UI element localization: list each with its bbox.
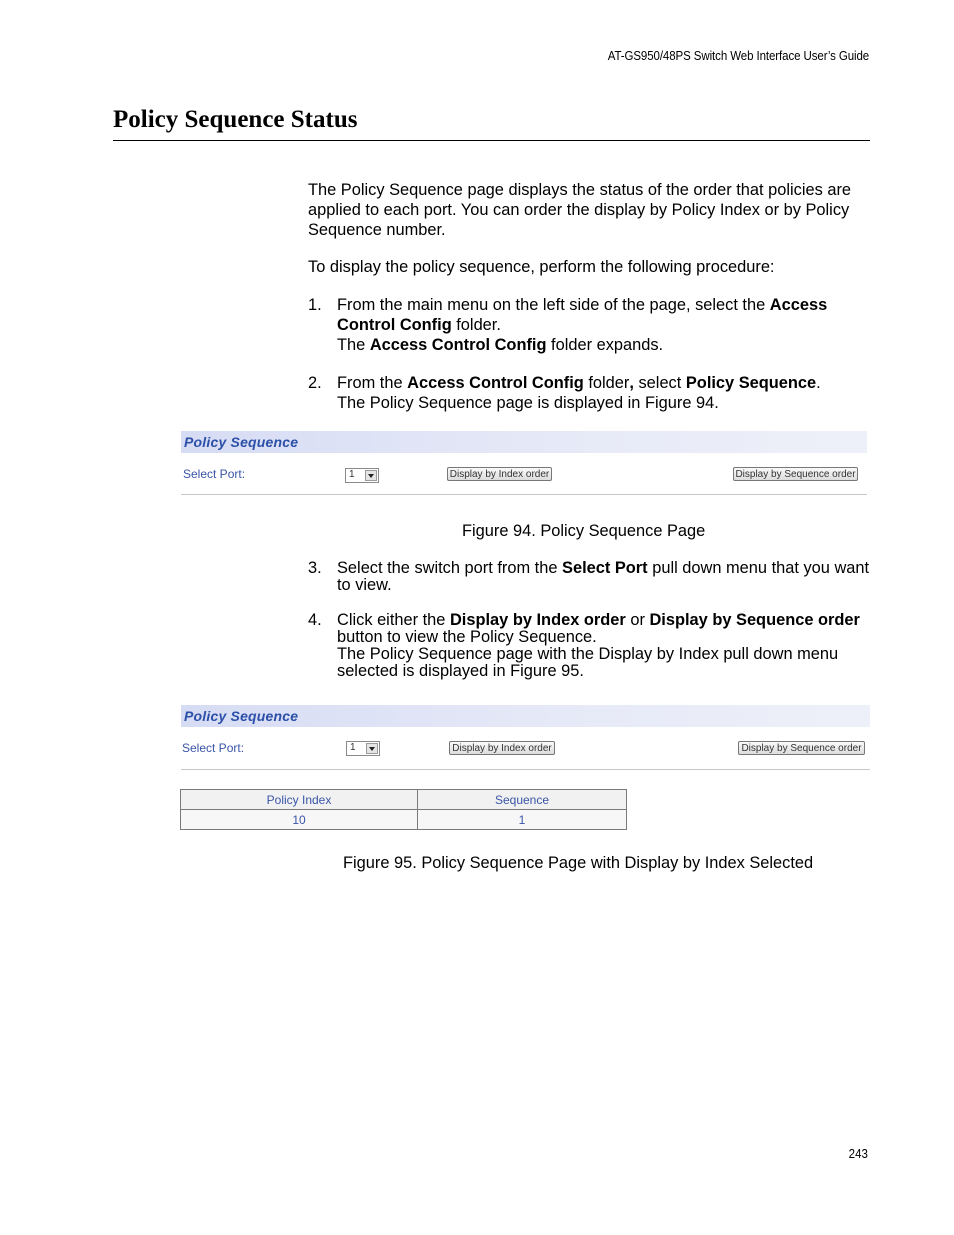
select-port-label: Select Port: xyxy=(182,741,245,755)
step-text: folder expands. xyxy=(546,336,664,354)
step-text: pull down menu that you want to view. xyxy=(337,559,870,594)
title-rule xyxy=(113,140,870,141)
figure-94-screenshot xyxy=(181,431,867,495)
select-port-dropdown[interactable] xyxy=(346,741,380,756)
step-text: From the xyxy=(337,374,408,392)
step-bold-text: Access Control Config xyxy=(337,296,828,334)
step-text: The Policy Sequence page with the Display by Index pull down menu selected is displayed in Figure 95. xyxy=(337,645,839,680)
step-number: 1. xyxy=(308,296,322,314)
chevron-down-icon[interactable] xyxy=(366,743,378,754)
step-text: select xyxy=(633,374,686,392)
step-1 xyxy=(308,295,873,355)
step-bold-text: Access Control Config xyxy=(407,374,584,392)
step-text: Select the switch port from the xyxy=(337,559,563,577)
select-port-dropdown[interactable] xyxy=(345,468,379,483)
step-bold-text: Policy Sequence xyxy=(685,374,817,392)
select-port-value: 1 xyxy=(350,742,356,753)
column-header-sequence: Sequence xyxy=(418,790,627,810)
figure-title-bar xyxy=(181,705,870,727)
page-number: 243 xyxy=(848,1147,868,1161)
step-bold-text: Display by Sequence order xyxy=(649,611,860,629)
running-header: AT-GS950/48PS Switch Web Interface User’s Guide xyxy=(607,49,869,63)
procedure-intro: To display the policy sequence, perform the following procedure: xyxy=(308,258,775,276)
step-number: 4. xyxy=(308,611,322,629)
step-bold-text: Access Control Config xyxy=(369,336,547,354)
step-3 xyxy=(308,560,873,594)
figure-95-caption: Figure 95. Policy Sequence Page with Display by Index Selected xyxy=(343,854,814,872)
step-4 xyxy=(308,612,873,680)
step-bold-text: Select Port xyxy=(562,559,648,577)
step-text: Click either the xyxy=(337,611,450,629)
intro-paragraph: The Policy Sequence page displays the status of the order that policies are applied to each port. You can order the display by Policy Index or by Policy Sequence number. xyxy=(308,181,852,239)
step-2 xyxy=(308,373,873,413)
figure-94-caption: Figure 94. Policy Sequence Page xyxy=(462,522,706,540)
step-text: . xyxy=(816,374,821,392)
cell-policy-index: 10 xyxy=(181,810,418,830)
step-text: or xyxy=(625,611,650,629)
step-number: 2. xyxy=(308,374,322,392)
figure-title: Policy Sequence xyxy=(184,708,299,724)
step-text: button to view the Policy Sequence. xyxy=(337,628,597,646)
policy-sequence-table xyxy=(180,789,627,830)
figure-95-screenshot xyxy=(181,705,870,770)
section-title: Policy Sequence Status xyxy=(113,106,358,133)
display-by-index-button[interactable]: Display by Index order xyxy=(447,467,552,481)
figure-divider xyxy=(181,494,867,495)
display-by-sequence-button[interactable]: Display by Sequence order xyxy=(733,467,858,481)
display-by-sequence-button[interactable]: Display by Sequence order xyxy=(738,741,865,755)
step-text: From the main menu on the left side of the page, select the xyxy=(337,296,770,314)
step-bold-text: Display by Index order xyxy=(449,611,626,629)
figure-title: Policy Sequence xyxy=(184,434,299,450)
cell-sequence: 1 xyxy=(418,810,627,830)
step-text: The Policy Sequence page is displayed in Figure 94. xyxy=(337,394,719,412)
display-by-index-button[interactable]: Display by Index order xyxy=(449,741,555,755)
figure-divider xyxy=(181,769,870,770)
step-text: The xyxy=(337,336,370,354)
table-row xyxy=(181,810,627,830)
select-port-label: Select Port: xyxy=(183,467,246,481)
step-text: folder. xyxy=(451,316,501,334)
step-number: 3. xyxy=(308,559,322,577)
chevron-down-icon[interactable] xyxy=(365,470,377,481)
figure-title-bar xyxy=(181,431,867,453)
select-port-value: 1 xyxy=(349,469,355,480)
column-header-policy-index: Policy Index xyxy=(181,790,418,810)
table-header-row xyxy=(181,790,627,810)
step-text: folder xyxy=(583,374,630,392)
step-bold-text: , xyxy=(629,374,634,392)
